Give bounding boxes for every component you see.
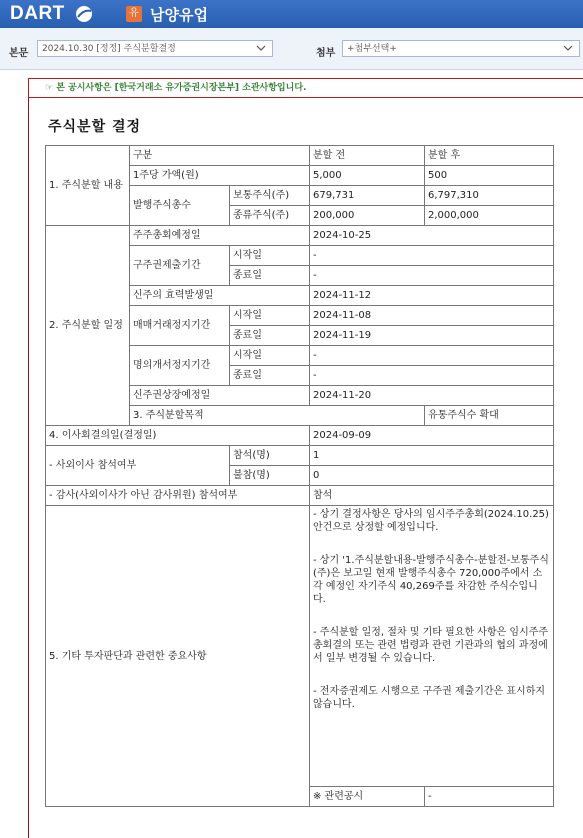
meeting-date-label: 주주총회예정일 <box>130 226 310 246</box>
chevron-down-icon <box>256 44 266 52</box>
section-4-label: 4. 이사회결의일(결정일) <box>46 426 310 446</box>
header-after: 분할 후 <box>425 146 554 166</box>
memo-paragraph: - 주식분할 일정, 절차 및 기타 필요한 사항은 임시주주총회결의 또는 관련 법령과 관련 기관과의 협의 과정에서 일부 변경될 수 있습니다. <box>313 627 549 664</box>
page-title: 주식분할 결정 <box>48 119 142 135</box>
auditor-attendance-label: - 감사(사외이사가 아닌 감사위원) 참석여부 <box>46 486 310 506</box>
submit-start-value: - <box>310 246 554 266</box>
section-2-label: 2. 주식분할 일정 <box>46 226 130 426</box>
memo-paragraph: - 상기 결정사항은 당사의 임시주주총회(2024.10.25)안건으로 상정할 예정입니다. <box>313 509 549 533</box>
document-selector-bar <box>0 28 583 70</box>
absent-label: 불참(명) <box>230 466 310 486</box>
split-purpose-value: 유통주식수 확대 <box>425 406 554 426</box>
header-before: 분할 전 <box>310 146 425 166</box>
attachment-select[interactable] <box>342 40 580 57</box>
board-date-value: 2024-09-09 <box>310 426 554 446</box>
dart-logo-swoosh-icon <box>75 5 93 23</box>
auditor-attendance-value: 참석 <box>310 486 554 506</box>
submit-end-value: - <box>310 266 554 286</box>
attend-value: 1 <box>310 446 554 466</box>
attend-label: 참석(명) <box>230 446 310 466</box>
chevron-down-icon <box>563 44 573 52</box>
attachment-label: 첨부 <box>316 48 336 59</box>
other-matters-memo <box>310 506 554 787</box>
memo-paragraph: - 전자증권제도 시행으로 구주권 제출기간은 표시하지 않습니다. <box>313 686 546 710</box>
preferred-shares-label: 종류주식(주) <box>230 206 310 226</box>
trading-halt-end-label: 종료일 <box>230 326 310 346</box>
dart-logo[interactable]: DART <box>10 3 65 24</box>
jurisdiction-notice: ☞ 본 공시사항은 [한국거래소 유가증권시장본부] 소관사항입니다. <box>28 78 583 98</box>
absent-value: 0 <box>310 466 554 486</box>
meeting-date-value: 2024-10-25 <box>310 226 554 246</box>
listing-date-value: 2024-11-20 <box>310 386 554 406</box>
section-1-label: 1. 주식분할 내용 <box>46 146 130 226</box>
transfer-start-label: 시작일 <box>230 346 310 366</box>
listing-date-label: 신주권상장예정일 <box>130 386 310 406</box>
common-shares-label: 보통주식(주) <box>230 186 310 206</box>
common-shares-before: 679,731 <box>310 186 425 206</box>
main-doc-select-value: 2024.10.30 [정정] 주식분할결정 <box>42 44 176 54</box>
trading-halt-start-label: 시작일 <box>230 306 310 326</box>
trading-halt-label: 매매거래정지기간 <box>130 306 230 346</box>
common-shares-after: 6,797,310 <box>425 186 554 206</box>
transfer-suspension-label: 명의개서정지기간 <box>130 346 230 386</box>
top-header <box>0 0 583 28</box>
main-doc-select[interactable] <box>37 40 273 57</box>
trading-halt-start-value: 2024-11-08 <box>310 306 554 326</box>
preferred-shares-after: 2,000,000 <box>425 206 554 226</box>
submit-start-label: 시작일 <box>230 246 310 266</box>
company-type-badge: 유 <box>126 6 142 22</box>
submit-end-label: 종료일 <box>230 266 310 286</box>
attachment-select-value: +첨부선택+ <box>347 44 397 54</box>
header-gubun: 구분 <box>130 146 310 166</box>
section-5-label: 5. 기타 투자판단과 관련한 중요사항 <box>46 506 310 807</box>
effective-date-value: 2024-11-12 <box>310 286 554 306</box>
trading-halt-end-value: 2024-11-19 <box>310 326 554 346</box>
par-value-before: 5,000 <box>310 166 425 186</box>
section-3-label: 3. 주식분할목적 <box>130 406 425 426</box>
memo-paragraph: - 상기 '1.주식분할내용-발행주식총수-분할전-보통주식(주)은 보고일 현재 발행주식총수 720,000주에서 소각 예정인 자기주식 40,269주를 차감한 주식수입니다. <box>313 555 549 605</box>
transfer-end-label: 종료일 <box>230 366 310 386</box>
par-value-label: 1주당 가액(원) <box>130 166 310 186</box>
related-disclosure-value: - <box>425 787 554 807</box>
effective-date-label: 신주의 효력발생일 <box>130 286 310 306</box>
main-doc-label: 본문 <box>9 48 29 59</box>
preferred-shares-before: 200,000 <box>310 206 425 226</box>
transfer-end-value: - <box>310 366 554 386</box>
submit-period-label: 구주권제출기간 <box>130 246 230 286</box>
company-name[interactable]: 남양유업 <box>150 6 208 24</box>
transfer-start-value: - <box>310 346 554 366</box>
par-value-after: 500 <box>425 166 554 186</box>
related-disclosure-label: ※ 관련공시 <box>310 787 425 807</box>
disclosure-table <box>45 145 554 807</box>
total-shares-label: 발행주식총수 <box>130 186 230 226</box>
outside-director-label: - 사외이사 참석여부 <box>46 446 230 486</box>
